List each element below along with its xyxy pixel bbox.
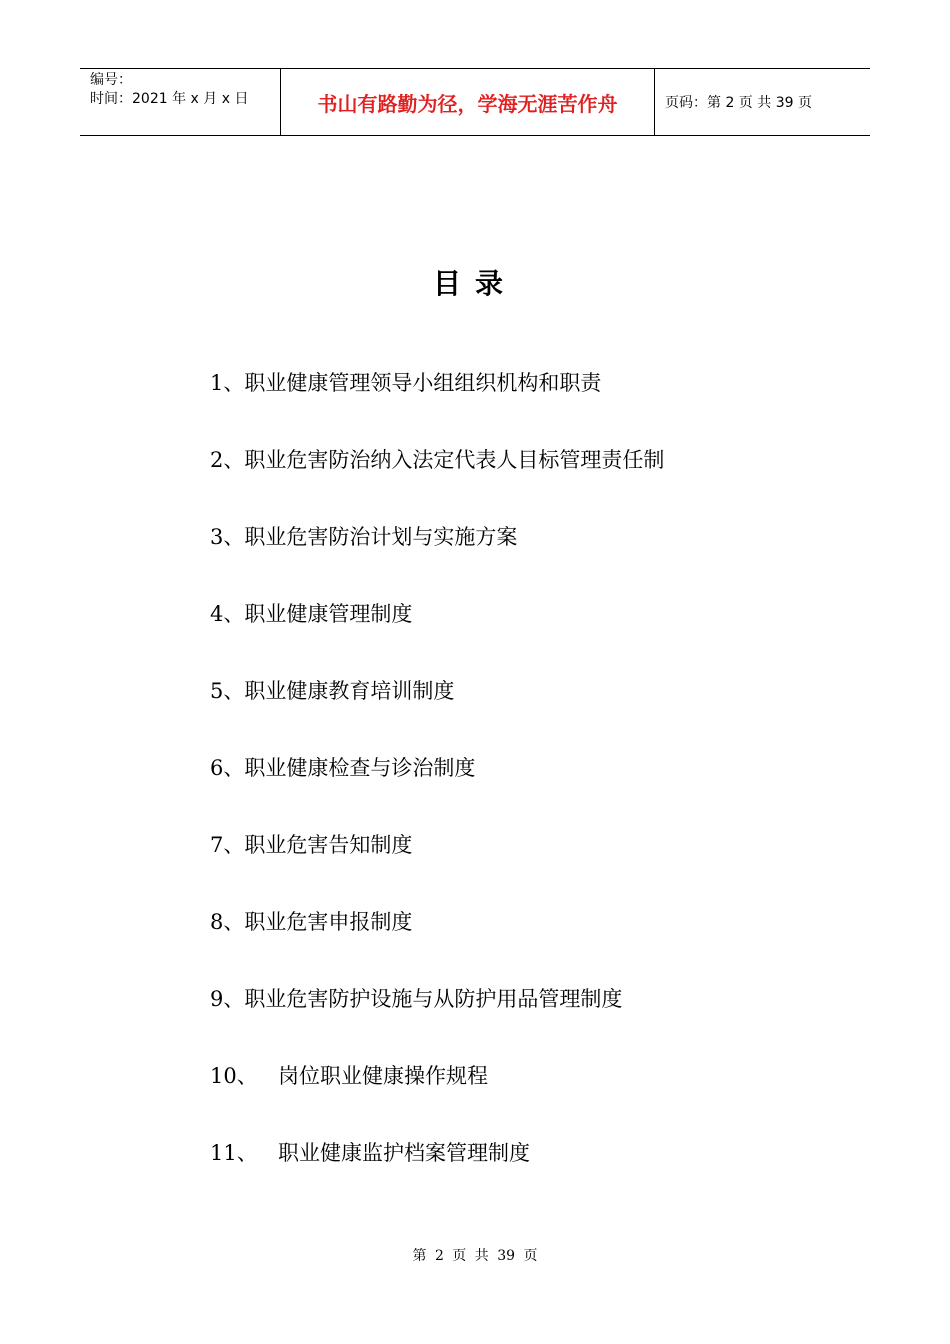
time-label: 时间：2021 年 x 月 x 日 (90, 91, 249, 107)
toc-text: 职业危害防护设施与从防护用品管理制度 (244, 987, 623, 1011)
toc-text: 职业健康管理领导小组组织机构和职责 (244, 371, 602, 395)
toc-text: 职业危害防治纳入法定代表人目标管理责任制 (244, 448, 665, 472)
toc-number: 1、 (210, 371, 245, 395)
toc-text: 职业健康管理制度 (244, 602, 413, 626)
toc-item (210, 905, 850, 982)
header-meta (80, 69, 281, 135)
toc-text: 职业危害防治计划与实施方案 (244, 525, 518, 549)
toc-item (210, 982, 850, 1059)
serial-label: 编号： (90, 72, 132, 88)
toc-item (210, 1136, 850, 1213)
toc-number: 8、 (210, 910, 245, 934)
header-motto: 书山有路勤为径，学海无涯苦作舟 (281, 69, 655, 135)
header-page-code: 页码：第 2 页 共 39 页 (665, 95, 812, 111)
toc-number: 2、 (210, 448, 245, 472)
page-footer: 第 2 页 共 39 页 (412, 1248, 538, 1264)
page-header (80, 68, 870, 136)
toc-item (210, 674, 850, 751)
toc-item (210, 597, 850, 674)
toc-item (210, 366, 850, 443)
toc-text: 职业危害申报制度 (244, 910, 413, 934)
toc-item (210, 828, 850, 905)
toc-text: 岗位职业健康操作规程 (278, 1064, 488, 1088)
toc-number: 7、 (210, 833, 245, 857)
toc-number: 3、 (210, 525, 245, 549)
toc-text: 职业健康检查与诊治制度 (244, 756, 476, 780)
toc-number: 10、 (210, 1064, 258, 1088)
toc-item (210, 443, 850, 520)
toc-text: 职业健康教育培训制度 (244, 679, 455, 703)
page-title: 目录 (432, 267, 517, 300)
toc-item (210, 1059, 850, 1136)
table-of-contents (210, 366, 850, 1213)
toc-number: 4、 (210, 602, 245, 626)
toc-number: 9、 (210, 987, 245, 1011)
toc-number: 6、 (210, 756, 245, 780)
toc-item (210, 751, 850, 828)
toc-text: 职业危害告知制度 (244, 833, 413, 857)
toc-number: 11、 (210, 1141, 258, 1165)
toc-text: 职业健康监护档案管理制度 (278, 1141, 530, 1165)
toc-item (210, 520, 850, 597)
toc-number: 5、 (210, 679, 245, 703)
